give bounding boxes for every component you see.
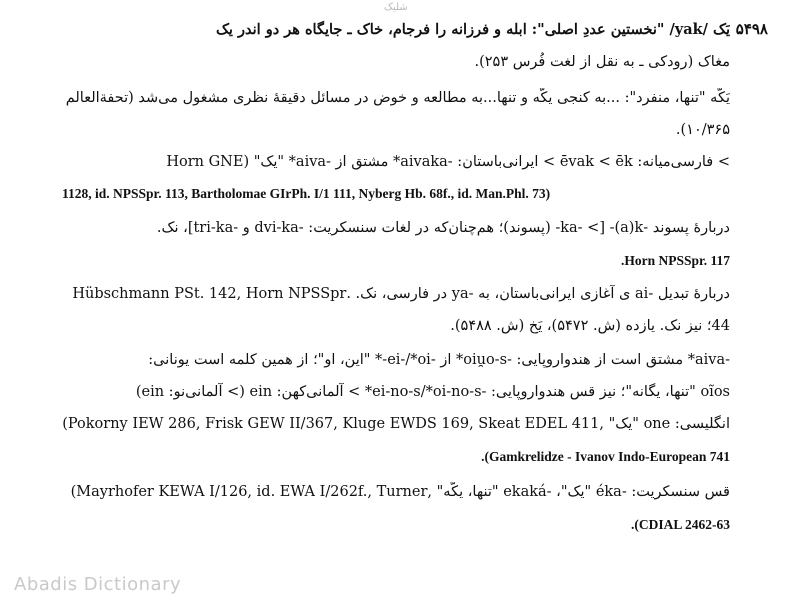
entry-line-8: Horn NPSSpr. 117.: [620, 253, 730, 268]
entry-line-7: دربارهٔ پسوند -a)k)- [> -ka- (پسوند)؛ هم‌چنان‌که در لغات سنسکریت: -dvi-ka و -tri-ka]، نک.: [156, 220, 730, 236]
watermark-top: شلیک: [384, 2, 408, 13]
entry-line-5: > فارسی‌میانه: ēvak < ēk > ایرانی‌باستان: -aivaka* مشتق از -aiva* "یک" (Horn GNE: [166, 154, 730, 170]
entry-number: ۵۴۹۸: [735, 20, 768, 38]
entry-line-9: دربارهٔ تبدیل -ai ی آغازی ایرانی‌باستان، به -ya در فارسی، نک. .Hübschmann PSt. 142, Horn NPSSpr: [72, 286, 730, 302]
entry-line-12: oĩos "تنها، یگانه"؛ نیز قس هندواروپایی: -ei-no-s/*oi-no-s* > آلمانی‌کهن: ein (> آلمانی‌نو: ein): [135, 384, 730, 400]
entry-line-6: 1128, id. NPSSpr. 113, Bartholomae GIrPh. I/1 111, Nyberg Hb. 68f., id. Man.Phl. 73): [62, 186, 551, 201]
entry-line-4: ۱۰/۳۶۵).: [675, 122, 730, 138]
entry-line-13: انگلیسی: one "یک" ,Pokorny IEW 286, Frisk GEW II/367, Kluge EWDS 169, Skeat EDEL 411): [62, 416, 730, 432]
entry-line-11: -aiva* مشتق است از هندواروپایی: -oiu̯o-s* از -ei-/*oi-* "این، او"؛ از همین کلمه است یونانی:: [148, 352, 730, 368]
entry-line-15: قس سنسکریت: -éka "یک"، -ekaká "تنها، یکّه" ,Mayrhofer KEWA I/126, id. EWA I/262f., Turner): [70, 484, 730, 500]
watermark: Abadis Dictionary: [14, 574, 182, 595]
entry-line-16: CDIAL 2462-63).: [630, 517, 730, 532]
entry-line-2: مغاک (رودکی ـ به نقل از لغت فُرس ۲۵۳).: [474, 54, 730, 70]
entry-line-10: 44؛ نیز نک. یازده (ش. ۵۴۷۲)، یَخ (ش. ۵۴۸۸).: [450, 318, 730, 334]
entry-line-14: Gamkrelidze - Ivanov Indo-European 741).: [481, 449, 730, 464]
entry-line-3: یَکّه "تنها، منفرد": ...به کنجی یکّه و تنها...به مطالعه و خوض در مسائل دقیقهٔ نظری مشغول می‌شد (تحفة‌العالم: [65, 90, 730, 106]
entry-line-1: یَک /yak/ "نخستین عددِ اصلی": ابله و فرزانه را فرجام، خاک ـ جایگاه هر دو اندر یک: [215, 21, 730, 38]
